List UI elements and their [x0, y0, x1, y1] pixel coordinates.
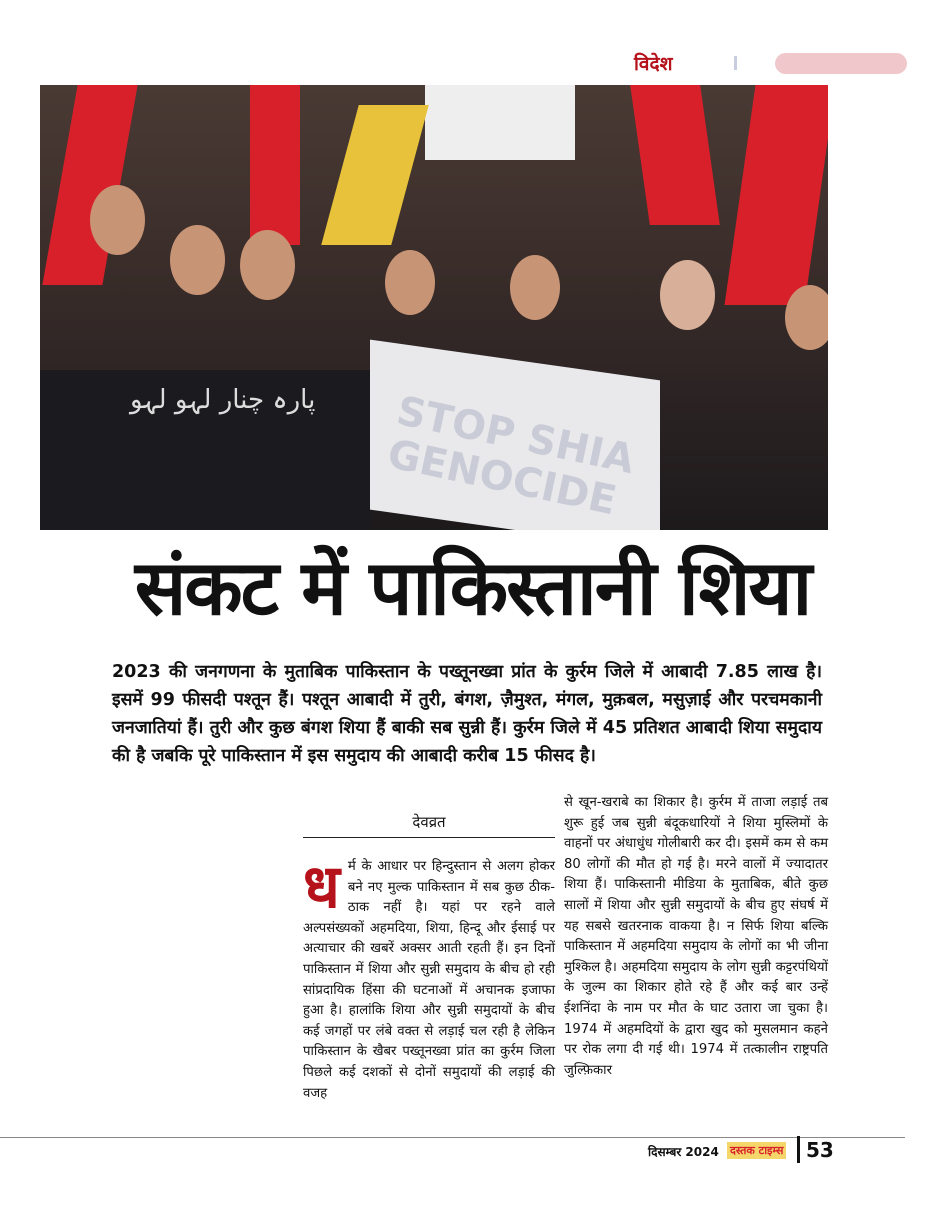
body-column-2: से खून-खराबे का शिकार है। कुर्रम में ताजा लड़ाई तब शुरू हुई जब सुन्नी बंदूकधारियों ने शिया मुस्लिमों के वाहनों पर अंधाधुंध गोलीबारी कर दी। इसमें कम से कम 80 लोगों की मौत हो गई है। मरने वालों में ज्यादातर शिया हैं। पाकिस्तानी मीडिया के मुताबिक, बीते कुछ सालों में शिया और सुन्नी समुदायों के बीच हुए संघर्ष में यह सबसे खतरनाक वाकया है। न सिर्फ शिया बल्कि पाकिस्तान में अहमदिया समुदाय के लोगों का भी जीना मुश्किल है। अहमदिया समुदाय के लोग सुन्नी कट्टरपंथियों के जुल्म का शिकार होते रहे हैं और कई बार उन्हें ईशनिंदा के नाम पर मौत के घाट उतारा जा चुका है। 1974 में अहमदियों के द्वारा खुद को मुसलमान कहने पर रोक लगा दी गई थी। 1974 में तत्कालीन राष्ट्रपति जुल्फ़िकार: [564, 795, 828, 1078]
protest-photo: [40, 85, 828, 530]
body-text: र्म के आधार पर हिन्दुस्तान से अलग होकर बने नए मुल्क पाकिस्तान में सब कुछ ठीक-ठाक नहीं है। यहां पर रहने वाले अल्पसंख्यकों अहमदिया, शिया, हिन्दू और ईसाई पर अत्याचार की खबरें अक्सर आती रहती हैं। इन दिनों पाकिस्तान में शिया और सुन्नी समुदाय के बीच हो रही सांप्रदायिक हिंसा की घटनाओं में अचानक इजाफा हुआ है। हालांकि शिया और सुन्नी समुदायों के बीच कई जगहों पर लंबे वक्त से लड़ाई चल रही है लेकिन पाकिस्तान के खैबर पख्तूनख्वा प्रांत का कुर्रम जिला पिछले कई दशकों से दोनों समुदायों की लड़ाई की वजह: [303, 859, 555, 1101]
intro-paragraph: 2023 की जनगणना के मुताबिक पाकिस्तान के पख्तूनख्वा प्रांत के कुर्रम जिले में आबादी 7.85 लाख है। इसमें 99 फीसदी पश्तून हैं। पश्तून आबादी में तुरी, बंगश, ज़ैमुश्त, मंगल, मुक़बल, मसुज़ाई और परचमकानी जनजातियां हैं। तुरी और कुछ बंगश शिया हैं बाकी सब सुन्नी हैं। कुर्रम जिले में 45 प्रतिशत आबादी शिया समुदाय की है जबकि पूरे पाकिस्तान में इस समुदाय की आबादी करीब 15 फीसद है।: [112, 662, 822, 766]
divider: [734, 56, 737, 70]
body-column-1: [303, 852, 555, 1104]
headline: संकट में पाकिस्तानी शिया: [134, 543, 811, 632]
banner-text: STOP SHIA GENOCIDE: [383, 387, 639, 525]
footer-bar: [797, 1136, 800, 1163]
placard-text: پارہ چنار لہو لہو: [130, 385, 316, 415]
section-label: विदेश: [634, 53, 673, 75]
author-byline: देवव्रत: [303, 812, 555, 838]
drop-cap: ध: [303, 852, 340, 922]
issue-date: दिसम्बर 2024: [648, 1145, 719, 1159]
page-number: 53: [806, 1138, 834, 1162]
header-decoration: [775, 53, 907, 74]
magazine-logo: दस्तक टाइम्स: [727, 1142, 786, 1159]
footer-divider: [0, 1137, 905, 1138]
